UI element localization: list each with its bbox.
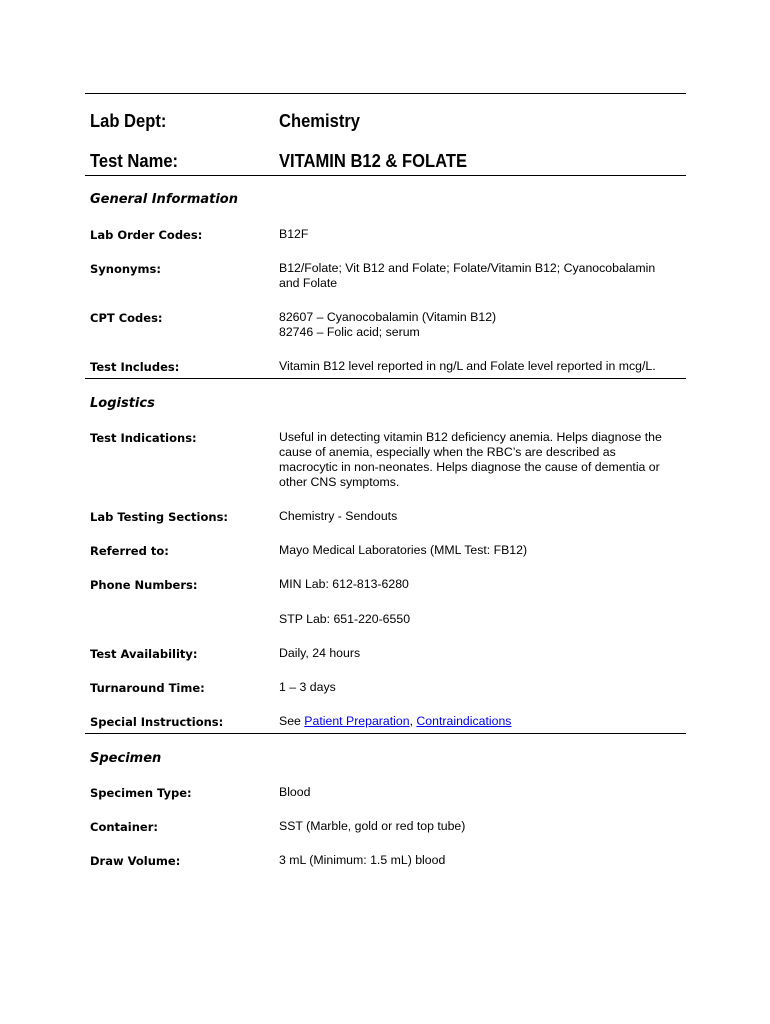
test-indications-value: [279, 430, 679, 490]
draw-volume-label: Draw Volume:: [90, 854, 181, 868]
indications-line: macrocytic in non-neonates. Helps diagnose the cause of dementia or: [279, 460, 660, 474]
turnaround-time-value: [279, 680, 679, 695]
general-rule: [85, 378, 686, 379]
test-includes-value: [279, 359, 679, 374]
test-name-label: Test Name:: [90, 151, 179, 171]
referred-to-value: [279, 543, 679, 558]
specimen-type-value: [279, 785, 679, 800]
lab-order-codes-text: B12F: [279, 227, 309, 241]
specimen-type-text: Blood: [279, 785, 311, 799]
test-availability-label: Test Availability:: [90, 647, 198, 661]
special-instructions-label: Special Instructions:: [90, 715, 224, 729]
synonyms-value: [279, 261, 679, 291]
test-name-value: VITAMIN B12 & FOLATE: [279, 151, 467, 171]
test-includes-text: Vitamin B12 level reported in ng/L and Folate level reported in mcg/L.: [279, 359, 656, 373]
cpt-code-line: 82607 – Cyanocobalamin (Vitamin B12): [279, 310, 497, 324]
lab-order-codes-value: [279, 227, 679, 242]
container-text: SST (Marble, gold or red top tube): [279, 819, 466, 833]
section-title-logistics: Logistics: [90, 396, 155, 411]
synonyms-line: and Folate: [279, 276, 338, 290]
test-indications-label: Test Indications:: [90, 431, 197, 445]
referred-to-label: Referred to:: [90, 544, 169, 558]
lab-order-codes-label: Lab Order Codes:: [90, 228, 203, 242]
container-label: Container:: [90, 820, 158, 834]
synonyms-line: B12/Folate; Vit B12 and Folate; Folate/Vitamin B12; Cyanocobalamin: [279, 261, 656, 275]
indications-line: cause of anemia, especially when the RBC’s are described as: [279, 445, 616, 459]
section-title-general: General Information: [90, 192, 238, 207]
container-value: [279, 819, 679, 834]
indications-line: other CNS symptoms.: [279, 475, 400, 489]
test-availability-text: Daily, 24 hours: [279, 646, 361, 660]
lab-testing-sections-text: Chemistry - Sendouts: [279, 509, 398, 523]
lab-dept-label: Lab Dept:: [90, 111, 167, 131]
referred-to-text: Mayo Medical Laboratories (MML Test: FB12): [279, 543, 528, 557]
phone-min-value: [279, 577, 679, 592]
phone-numbers-label: Phone Numbers:: [90, 578, 198, 592]
special-see-text: See: [279, 714, 305, 728]
section-title-specimen: Specimen: [90, 751, 162, 766]
indications-line: Useful in detecting vitamin B12 deficiency anemia. Helps diagnose the: [279, 430, 662, 444]
turnaround-time-text: 1 – 3 days: [279, 680, 336, 694]
phone-min-text: MIN Lab: 612-813-6280: [279, 577, 409, 591]
special-instructions-line: [279, 714, 679, 729]
header-rule: [85, 175, 686, 176]
test-includes-label: Test Includes:: [90, 360, 180, 374]
test-availability-value: [279, 646, 679, 661]
lab-dept-value: Chemistry: [279, 111, 360, 131]
synonyms-label: Synonyms:: [90, 262, 161, 276]
patient-preparation-link[interactable]: Patient Preparation: [304, 714, 410, 728]
turnaround-time-label: Turnaround Time:: [90, 681, 205, 695]
special-comma: ,: [409, 714, 417, 728]
lab-testing-sections-label: Lab Testing Sections:: [90, 510, 229, 524]
cpt-code-line: 82746 – Folic acid; serum: [279, 325, 420, 339]
lab-testing-sections-value: [279, 509, 679, 524]
draw-volume-text: 3 mL (Minimum: 1.5 mL) blood: [279, 853, 446, 867]
contraindications-link[interactable]: Contraindications: [416, 714, 512, 728]
phone-stp-value: [279, 612, 679, 627]
special-instructions-value: [279, 714, 679, 729]
logistics-rule: [85, 733, 686, 734]
top-rule: [85, 93, 686, 94]
phone-stp-text: STP Lab: 651-220-6550: [279, 612, 411, 626]
draw-volume-value: [279, 853, 679, 868]
cpt-codes-value: [279, 310, 679, 340]
specimen-type-label: Specimen Type:: [90, 786, 192, 800]
cpt-codes-label: CPT Codes:: [90, 311, 163, 325]
